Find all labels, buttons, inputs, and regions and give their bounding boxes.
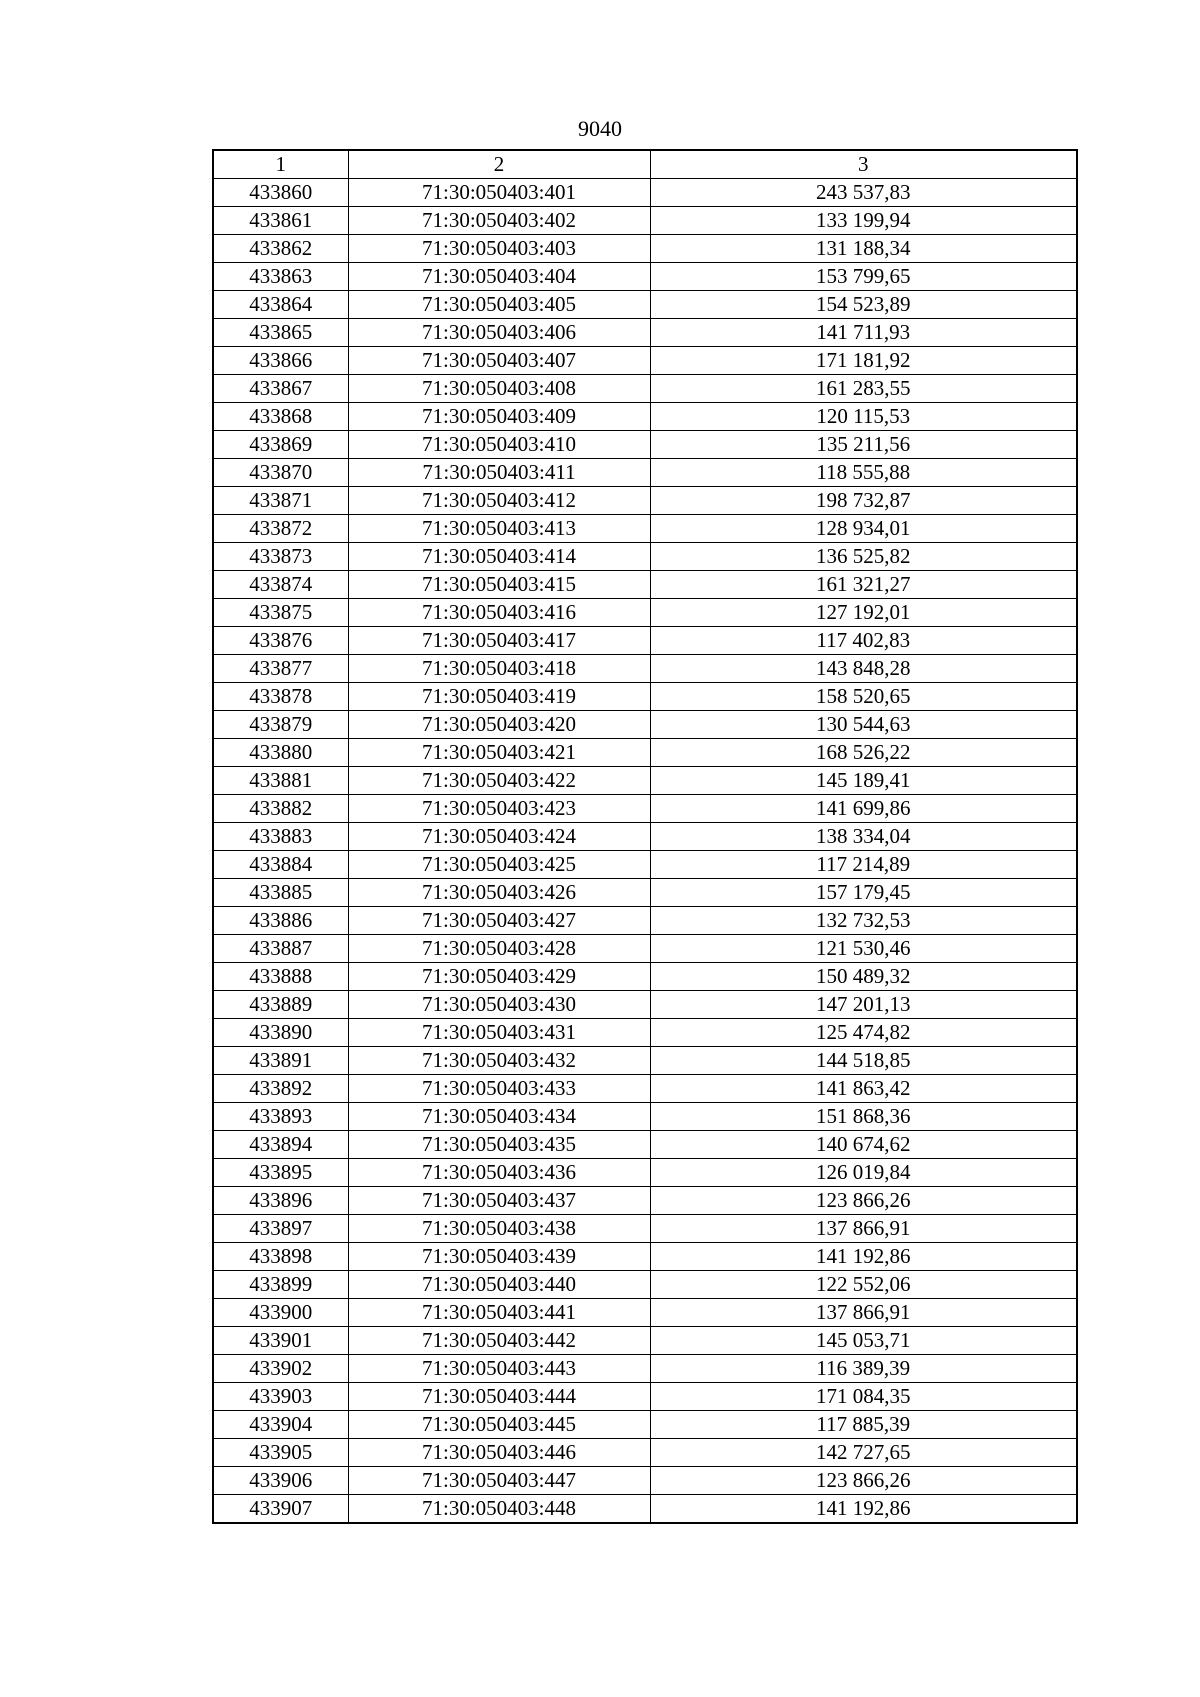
table-row — [213, 1383, 1077, 1411]
row-number-cell: 433897 — [213, 1215, 348, 1243]
value-cell: 126 019,84 — [650, 1159, 1077, 1187]
table-row — [213, 935, 1077, 963]
row-number-cell: 433883 — [213, 823, 348, 851]
table-row — [213, 1047, 1077, 1075]
table-row — [213, 1159, 1077, 1187]
value-cell: 147 201,13 — [650, 991, 1077, 1019]
row-number-cell: 433884 — [213, 851, 348, 879]
table-row — [213, 403, 1077, 431]
row-number-cell: 433905 — [213, 1439, 348, 1467]
value-cell: 136 525,82 — [650, 543, 1077, 571]
cadastral-number-cell: 71:30:050403:403 — [348, 235, 650, 263]
value-cell: 138 334,04 — [650, 823, 1077, 851]
value-cell: 125 474,82 — [650, 1019, 1077, 1047]
value-cell: 141 192,86 — [650, 1243, 1077, 1271]
cadastral-number-cell: 71:30:050403:436 — [348, 1159, 650, 1187]
value-cell: 117 402,83 — [650, 627, 1077, 655]
cadastral-number-cell: 71:30:050403:415 — [348, 571, 650, 599]
cadastral-number-cell: 71:30:050403:416 — [348, 599, 650, 627]
row-number-cell: 433888 — [213, 963, 348, 991]
row-number-cell: 433868 — [213, 403, 348, 431]
value-cell: 145 189,41 — [650, 767, 1077, 795]
table-row — [213, 991, 1077, 1019]
cadastral-number-cell: 71:30:050403:446 — [348, 1439, 650, 1467]
row-number-cell: 433893 — [213, 1103, 348, 1131]
table-row — [213, 795, 1077, 823]
row-number-cell: 433873 — [213, 543, 348, 571]
row-number-cell: 433862 — [213, 235, 348, 263]
row-number-cell: 433881 — [213, 767, 348, 795]
row-number-cell: 433860 — [213, 179, 348, 207]
value-cell: 121 530,46 — [650, 935, 1077, 963]
row-number-cell: 433903 — [213, 1383, 348, 1411]
header-cell-col3: 3 — [650, 150, 1077, 179]
cadastral-number-cell: 71:30:050403:422 — [348, 767, 650, 795]
cadastral-number-cell: 71:30:050403:443 — [348, 1355, 650, 1383]
value-cell: 161 321,27 — [650, 571, 1077, 599]
table-row — [213, 543, 1077, 571]
table-row — [213, 823, 1077, 851]
table-row — [213, 879, 1077, 907]
cadastral-number-cell: 71:30:050403:401 — [348, 179, 650, 207]
data-table — [212, 149, 1078, 1524]
cadastral-number-cell: 71:30:050403:417 — [348, 627, 650, 655]
cadastral-number-cell: 71:30:050403:428 — [348, 935, 650, 963]
table-row — [213, 851, 1077, 879]
table-row — [213, 599, 1077, 627]
value-cell: 135 211,56 — [650, 431, 1077, 459]
table-row — [213, 515, 1077, 543]
table-row — [213, 1131, 1077, 1159]
cadastral-number-cell: 71:30:050403:430 — [348, 991, 650, 1019]
cadastral-number-cell: 71:30:050403:435 — [348, 1131, 650, 1159]
value-cell: 154 523,89 — [650, 291, 1077, 319]
row-number-cell: 433887 — [213, 935, 348, 963]
value-cell: 137 866,91 — [650, 1215, 1077, 1243]
cadastral-number-cell: 71:30:050403:421 — [348, 739, 650, 767]
cadastral-number-cell: 71:30:050403:413 — [348, 515, 650, 543]
cadastral-number-cell: 71:30:050403:426 — [348, 879, 650, 907]
table-row — [213, 1495, 1077, 1524]
row-number-cell: 433878 — [213, 683, 348, 711]
row-number-cell: 433874 — [213, 571, 348, 599]
value-cell: 171 084,35 — [650, 1383, 1077, 1411]
table-row — [213, 1411, 1077, 1439]
cadastral-number-cell: 71:30:050403:445 — [348, 1411, 650, 1439]
row-number-cell: 433864 — [213, 291, 348, 319]
cadastral-number-cell: 71:30:050403:410 — [348, 431, 650, 459]
value-cell: 141 192,86 — [650, 1495, 1077, 1524]
row-number-cell: 433877 — [213, 655, 348, 683]
row-number-cell: 433869 — [213, 431, 348, 459]
table-row — [213, 319, 1077, 347]
row-number-cell: 433863 — [213, 263, 348, 291]
value-cell: 130 544,63 — [650, 711, 1077, 739]
table-row — [213, 1299, 1077, 1327]
cadastral-number-cell: 71:30:050403:429 — [348, 963, 650, 991]
cadastral-number-cell: 71:30:050403:418 — [348, 655, 650, 683]
cadastral-number-cell: 71:30:050403:405 — [348, 291, 650, 319]
table-row — [213, 431, 1077, 459]
value-cell: 158 520,65 — [650, 683, 1077, 711]
row-number-cell: 433880 — [213, 739, 348, 767]
value-cell: 145 053,71 — [650, 1327, 1077, 1355]
table-row — [213, 655, 1077, 683]
value-cell: 120 115,53 — [650, 403, 1077, 431]
table-row — [213, 235, 1077, 263]
table-row — [213, 571, 1077, 599]
value-cell: 143 848,28 — [650, 655, 1077, 683]
header-cell-col2: 2 — [348, 150, 650, 179]
table-row — [213, 291, 1077, 319]
value-cell: 153 799,65 — [650, 263, 1077, 291]
row-number-cell: 433870 — [213, 459, 348, 487]
cadastral-number-cell: 71:30:050403:408 — [348, 375, 650, 403]
table-row — [213, 375, 1077, 403]
cadastral-number-cell: 71:30:050403:447 — [348, 1467, 650, 1495]
cadastral-number-cell: 71:30:050403:425 — [348, 851, 650, 879]
row-number-cell: 433871 — [213, 487, 348, 515]
row-number-cell: 433879 — [213, 711, 348, 739]
value-cell: 131 188,34 — [650, 235, 1077, 263]
value-cell: 157 179,45 — [650, 879, 1077, 907]
table-row — [213, 907, 1077, 935]
table-row — [213, 1243, 1077, 1271]
row-number-cell: 433872 — [213, 515, 348, 543]
table-row — [213, 1187, 1077, 1215]
cadastral-number-cell: 71:30:050403:419 — [348, 683, 650, 711]
row-number-cell: 433876 — [213, 627, 348, 655]
cadastral-number-cell: 71:30:050403:409 — [348, 403, 650, 431]
value-cell: 132 732,53 — [650, 907, 1077, 935]
table-row — [213, 1327, 1077, 1355]
row-number-cell: 433894 — [213, 1131, 348, 1159]
value-cell: 168 526,22 — [650, 739, 1077, 767]
table-row — [213, 767, 1077, 795]
cadastral-number-cell: 71:30:050403:448 — [348, 1495, 650, 1524]
row-number-cell: 433898 — [213, 1243, 348, 1271]
cadastral-number-cell: 71:30:050403:442 — [348, 1327, 650, 1355]
table-row — [213, 1103, 1077, 1131]
row-number-cell: 433889 — [213, 991, 348, 1019]
cadastral-number-cell: 71:30:050403:439 — [348, 1243, 650, 1271]
table-row — [213, 1075, 1077, 1103]
table-row — [213, 459, 1077, 487]
value-cell: 151 868,36 — [650, 1103, 1077, 1131]
cadastral-number-cell: 71:30:050403:407 — [348, 347, 650, 375]
table-row — [213, 1439, 1077, 1467]
cadastral-number-cell: 71:30:050403:433 — [348, 1075, 650, 1103]
row-number-cell: 433902 — [213, 1355, 348, 1383]
row-number-cell: 433861 — [213, 207, 348, 235]
cadastral-number-cell: 71:30:050403:404 — [348, 263, 650, 291]
cadastral-number-cell: 71:30:050403:414 — [348, 543, 650, 571]
row-number-cell: 433896 — [213, 1187, 348, 1215]
table-row — [213, 1215, 1077, 1243]
cadastral-number-cell: 71:30:050403:412 — [348, 487, 650, 515]
row-number-cell: 433885 — [213, 879, 348, 907]
row-number-cell: 433895 — [213, 1159, 348, 1187]
value-cell: 243 537,83 — [650, 179, 1077, 207]
value-cell: 128 934,01 — [650, 515, 1077, 543]
row-number-cell: 433900 — [213, 1299, 348, 1327]
table-row — [213, 1019, 1077, 1047]
value-cell: 141 863,42 — [650, 1075, 1077, 1103]
row-number-cell: 433882 — [213, 795, 348, 823]
cadastral-number-cell: 71:30:050403:438 — [348, 1215, 650, 1243]
value-cell: 117 885,39 — [650, 1411, 1077, 1439]
table-row — [213, 711, 1077, 739]
value-cell: 123 866,26 — [650, 1187, 1077, 1215]
table-row — [213, 263, 1077, 291]
value-cell: 122 552,06 — [650, 1271, 1077, 1299]
cadastral-number-cell: 71:30:050403:423 — [348, 795, 650, 823]
table-row — [213, 627, 1077, 655]
table-row — [213, 963, 1077, 991]
row-number-cell: 433866 — [213, 347, 348, 375]
value-cell: 140 674,62 — [650, 1131, 1077, 1159]
cadastral-number-cell: 71:30:050403:431 — [348, 1019, 650, 1047]
row-number-cell: 433891 — [213, 1047, 348, 1075]
value-cell: 141 699,86 — [650, 795, 1077, 823]
value-cell: 133 199,94 — [650, 207, 1077, 235]
value-cell: 123 866,26 — [650, 1467, 1077, 1495]
row-number-cell: 433907 — [213, 1495, 348, 1524]
value-cell: 117 214,89 — [650, 851, 1077, 879]
value-cell: 161 283,55 — [650, 375, 1077, 403]
row-number-cell: 433906 — [213, 1467, 348, 1495]
table-row — [213, 179, 1077, 207]
table-row — [213, 739, 1077, 767]
table-row — [213, 1271, 1077, 1299]
cadastral-number-cell: 71:30:050403:420 — [348, 711, 650, 739]
value-cell: 118 555,88 — [650, 459, 1077, 487]
table-row — [213, 683, 1077, 711]
cadastral-number-cell: 71:30:050403:424 — [348, 823, 650, 851]
cadastral-number-cell: 71:30:050403:440 — [348, 1271, 650, 1299]
cadastral-number-cell: 71:30:050403:437 — [348, 1187, 650, 1215]
value-cell: 150 489,32 — [650, 963, 1077, 991]
cadastral-number-cell: 71:30:050403:434 — [348, 1103, 650, 1131]
row-number-cell: 433892 — [213, 1075, 348, 1103]
row-number-cell: 433899 — [213, 1271, 348, 1299]
table-row — [213, 487, 1077, 515]
row-number-cell: 433901 — [213, 1327, 348, 1355]
row-number-cell: 433865 — [213, 319, 348, 347]
cadastral-number-cell: 71:30:050403:406 — [348, 319, 650, 347]
cadastral-number-cell: 71:30:050403:402 — [348, 207, 650, 235]
table-body — [213, 150, 1077, 1523]
value-cell: 171 181,92 — [650, 347, 1077, 375]
cadastral-number-cell: 71:30:050403:444 — [348, 1383, 650, 1411]
value-cell: 137 866,91 — [650, 1299, 1077, 1327]
cadastral-number-cell: 71:30:050403:427 — [348, 907, 650, 935]
table-row — [213, 207, 1077, 235]
table-row — [213, 1355, 1077, 1383]
table-row — [213, 347, 1077, 375]
cadastral-number-cell: 71:30:050403:411 — [348, 459, 650, 487]
page-number: 9040 — [578, 116, 622, 141]
value-cell: 116 389,39 — [650, 1355, 1077, 1383]
value-cell: 127 192,01 — [650, 599, 1077, 627]
cadastral-number-cell: 71:30:050403:432 — [348, 1047, 650, 1075]
header-row — [213, 150, 1077, 179]
header-cell-col1: 1 — [213, 150, 348, 179]
value-cell: 142 727,65 — [650, 1439, 1077, 1467]
row-number-cell: 433890 — [213, 1019, 348, 1047]
cadastral-number-cell: 71:30:050403:441 — [348, 1299, 650, 1327]
value-cell: 141 711,93 — [650, 319, 1077, 347]
row-number-cell: 433867 — [213, 375, 348, 403]
table-row — [213, 1467, 1077, 1495]
row-number-cell: 433904 — [213, 1411, 348, 1439]
value-cell: 198 732,87 — [650, 487, 1077, 515]
value-cell: 144 518,85 — [650, 1047, 1077, 1075]
row-number-cell: 433886 — [213, 907, 348, 935]
row-number-cell: 433875 — [213, 599, 348, 627]
